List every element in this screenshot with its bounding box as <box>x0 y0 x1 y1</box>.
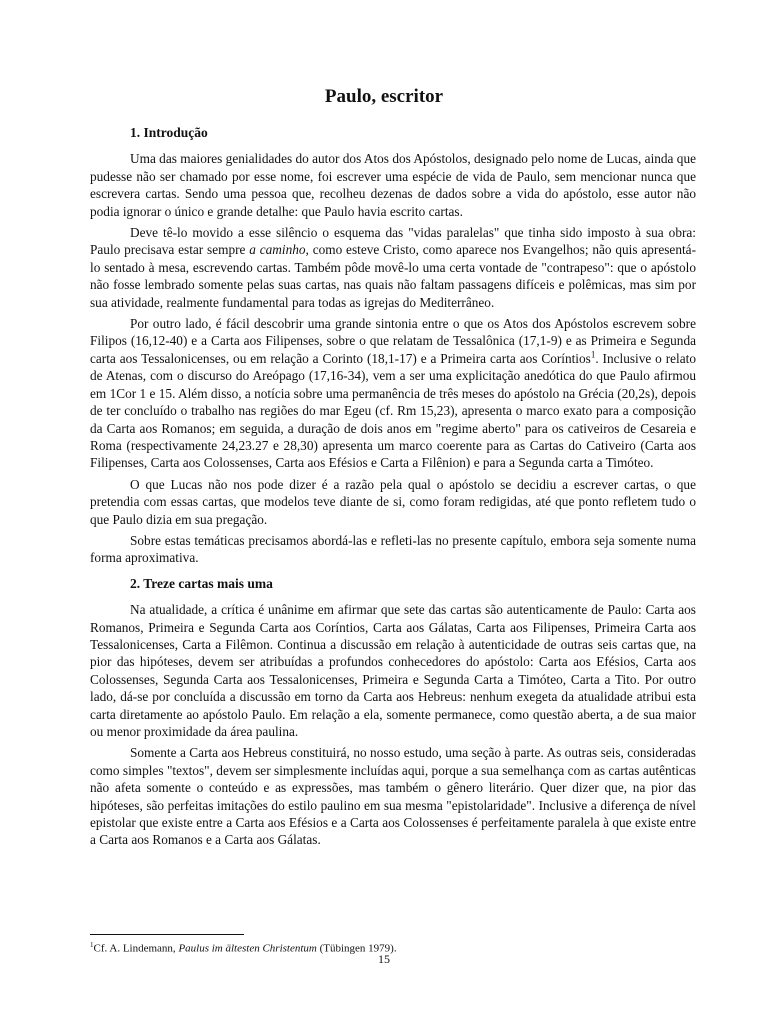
paragraph: Deve tê-lo movido a esse silêncio o esquema das "vidas paralelas" que tinha sido imposto à sua obra: Paulo precisava estar sempre a caminho, como esteve Cristo, como aparece nos Evangelhos; não quis apresentá-lo sentado à mesa, escrevendo cartas. Também pôde movê-lo uma certa vontade de "contrapeso": que o apóstolo não fosse lembrado somente pelas suas cartas, nas quais não faltam passagens difíceis e polêmicas, mas sim por sua atividade, realmente fundamental para todas as igrejas do Mediterrâneo. <box>90 225 696 310</box>
page-number: 15 <box>378 952 390 966</box>
paragraph: Sobre estas temáticas precisamos abordá-las e refleti-las no presente capítulo, embora seja somente numa forma aproximativa. <box>90 532 696 566</box>
footnote-marker: 1 <box>90 941 94 949</box>
main-text <box>90 124 696 853</box>
footnote: $^1$Cf. A. Lindemann, Paulus im ältesten Christentum (Tübingen 1979). <box>90 941 397 955</box>
footnote-divider <box>90 934 244 935</box>
paragraph: Uma das maiores genialidades do autor dos Atos dos Apóstolos, designado pelo nome de Lucas, ainda que pudesse não ser chamado por esse nome, foi escrever uma espécie de vida de Paulo, sem mencionar nunca que escrevera cartas. Sendo uma pessoa que, recolheu dezenas de dados sobre a vida do apóstolo, esse autor não podia ignorar o único e grande detalhe: que Paulo havia escrito cartas. <box>90 151 696 219</box>
section-heading-treze-cartas: 2. Treze cartas mais uma <box>130 575 273 591</box>
paragraph: O que Lucas não nos pode dizer é a razão pela qual o apóstolo se decidiu a escrever cartas, o que pretendia com essas cartas, que modelos teve diante de si, como foram redigidas, até que ponto refletem tudo o que Paulo dizia em sua pregação. <box>90 476 696 527</box>
footnote-reference: 1 <box>590 349 596 360</box>
section-heading-introducao: 1. Introdução <box>130 125 208 140</box>
paragraph: Somente a Carta aos Hebreus constituirá, no nosso estudo, uma seção à parte. As outras seis, consideradas como simples "textos", devem ser simplesmente incluídas aqui, porque a sua semelhança com as cartas autênticas não afeta somente o conteúdo e as expressões, mas também o gênero literário. Quer dizer que, na pior das hipóteses, são perfeitas imitações do estilo paulino em sua mesma "epistolaridade". Inclusive a diferença de nível epistolar que existe entre a Carta aos Efésios e a Carta aos Colossenses é perfeitamente paralela à que existe entre a Carta aos Romanos e a Carta aos Gálatas. <box>90 745 696 848</box>
paragraph: Na atualidade, a crítica é unânime em afirmar que sete das cartas são autenticamente de Paulo: Carta aos Romanos, Primeira e Segunda Carta aos Coríntios, Carta aos Gálatas, Carta aos Filipenses, Primeira Carta aos Tessalonicenses, Carta a Filêmon. Continua a discussão em relação à autenticidade de outras seis cartas que, na pior das hipóteses, devem ser atribuídas a profundos conhecedores do apóstolo: Carta aos Efésios, Carta aos Colossenses, Segunda Carta aos Tessalonicenses, Primeira e Segunda Carta a Timóteo, Carta a Tito. Por outro lado, dá-se por concluída a discussão em torno da Carta aos Hebreus: nenhum exegeta da atualidade atribui esta carta diretamente ao apóstolo Paulo. Em relação a ela, somente permanece, como questão aberta, a de sua maior ou menor proximidade da área paulina. <box>90 602 696 739</box>
footnote-book-title: Paulus im ältesten Christentum <box>178 942 317 955</box>
italic-phrase: a caminho, <box>249 242 309 258</box>
page-title: Paulo, escritor <box>324 86 444 107</box>
paragraph: Por outro lado, é fácil descobrir uma grande sintonia entre o que os Atos dos Apóstolos escrevem sobre Filipos (16,12-40) e a Carta aos Filipenses, sobre o que relatam de Tessalônica (17,1-9) e as Primeira e Segunda carta aos Tessalonicenses, ou em relação a Corinto (18,1-17) e a Primeira carta aos Coríntios$^1$. Inclusive o relato de Atenas, com o discurso do Areópago (17,16-34), vem a ser uma explicitação anedótica do que Paulo afirmou em 1Cor 1 e 15. Além disso, a notícia sobre uma permanência de três meses do apóstolo na Grécia (20,2s), depois de ter concluído o trabalho nas regiões do mar Egeu (cf. Rm 15,23), apresenta o marco exato para a composição da Carta aos Romanos; em seguida, a duração de dois anos em "regime aberto" para os cativeiros de Cesareia e Roma (respectivamente 24,23.27 e 28,30) apresenta um marco coerente para as Cartas do Cativeiro (Carta aos Filipenses, Carta aos Colossenses, Carta aos Efésios e Carta a Filênion) e para a Segunda carta a Timóteo. <box>90 316 696 471</box>
